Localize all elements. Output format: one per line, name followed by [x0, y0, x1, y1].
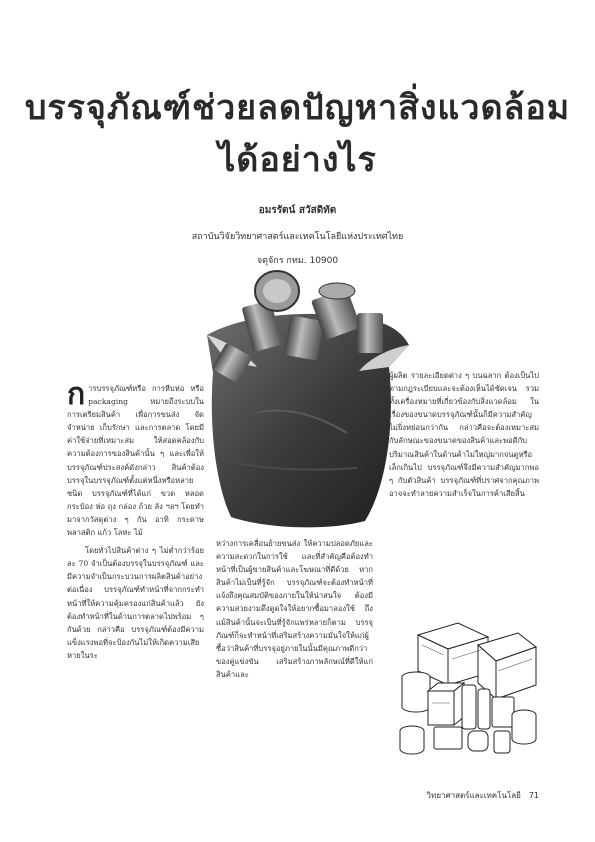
text-column-3 [389, 369, 539, 505]
packaging-illustration [398, 615, 538, 757]
author-institution: สถาบันวิจัยวิทยาศาสตร์และเทคโนโลยีแห่งประเทศไทย [191, 232, 404, 242]
drop-cap: ก [67, 377, 86, 412]
publication-name: วิทยาศาสตร์และเทคโนโลยี [426, 791, 521, 800]
paragraph: โดยทั่วไปสินค้าต่าง ๆ ไม่ต่ำกว่าร้อยละ 70 จำเป็นต้องบรรจุในบรรจุภัณฑ์ และมีความจำเป็นกระบวนการผลิตสินค้าอย่างต่อเนื่อง บรรจุภัณฑ์ทำหน้าที่จากกระทำหน้าที่ให้ความคุ้มครองแก่สินค้าแล้ว ยังต้องทำหน้าที่ในด้านการตลาดไปพร้อม ๆ กันด้วย กล่าวคือ บรรจุภัณฑ์ต้องมีความแข็งแรงพอที่จะป้องกันไม่ให้เกิดความเสียหายในระ [67, 546, 204, 660]
paragraph-text: ารบรรจุภัณฑ์หรือ การหีบห่อ หรือ packaging หมายถึงระบบในการเตรียมสินค้า เพื่อการขนส่ง จัดจำหน่าย เก็บรักษา และการตลาด โดยมีค่าใช้จ่ายที่เหมาะสม ให้สอดคล้องกับความต้องการของสินค้านั้น ๆ และเพื่อให้บรรจุภัณฑ์ประสงค์ดังกล่าว สินค้าต้องบรรจุในบรรจุภัณฑ์ตั้งแต่หนึ่งหรือหลายชนิด บรรจุภัณฑ์ที่ได้แก่ ขวด หลอด กระป๋อง ห่อ ถุง กล่อง ถ้วย ลัง ฯลฯ โดยทำมาจากวัสดุต่าง ๆ กัน อาทิ กระดาษ พลาสติก แก้ว โลหะ ไม้ [67, 384, 204, 538]
page-number: 71 [528, 791, 539, 800]
paragraph: หว่างการเคลื่อนย้ายขนส่ง ให้ความปลอดภัยและความสะดวกในการใช้ และที่สำคัญคือต้องทำหน้าที่เป็นผู้ขายสินค้าและโฆษณาที่ดีด้วย หากสินค้าไม่เป็นที่รู้จัก บรรจุภัณฑ์จะต้องทำหน้าที่แจ้งถึงคุณสมบัติของภายในให้น่าสนใจ ต้องมีความสวยงามดึงดูดใจให้อยากซื้อมาลองใช้ ถึงแม้สินค้านั้นจะเป็นที่รู้จักแพร่หลายก็ตาม บรรจุภัณฑ์ก็จะทำหน้าที่เสริมสร้างความมั่นใจให้แก่ผู้ซื้อว่าสินค้าที่บรรจุอยู่ภายในนั้นมีคุณภาพดีกว่าของคู่แข่งขัน เสริมสร้างภาพลักษณ์ที่ดีให้แก่สินค้าและ [216, 539, 373, 679]
article-title-line-2: ได้อย่างไร [218, 140, 377, 180]
article-title-line-1: บรรจุภัณฑ์ช่วยลดปัญหาสิ่งแวดล้อม [24, 88, 571, 128]
paragraph [67, 377, 204, 539]
author-name: อมรรัตน์ สวัสดิทัต [258, 205, 337, 216]
text-column-2 [216, 537, 373, 686]
author-address: จตุจักร กทม. 10900 [256, 256, 339, 266]
paragraph: ผู้ผลิต รายละเอียดต่าง ๆ บนฉลาก ต้องเป็นไปตามกฎระเบียบและจะต้องเห็นได้ชัดเจน รวมทั้งเครื่องหมายที่เกี่ยวข้องกับสิ่งแวดล้อม ในเรื่องของขนาดบรรจุภัณฑ์นั้นก็มีความสำคัญไม่ยิ่งหย่อนกว่ากัน กล่าวคือจะต้องเหมาะสมกับลักษณะของขนาดของสินค้าและพอดีกับปริมาณสินค้าในด้านค้าไม่ใหญ่มากจนดูหรือเล็กเกินไป บรรจุภัณฑ์จึงมีความสำคัญมากพอ ๆ กับตัวสินค้า บรรจุภัณฑ์ที่ปราศจากคุณภาพอาจจะทำลายความสำเร็จในการค้าเสียสิ้น [389, 371, 539, 498]
trash-bag-photo [187, 263, 413, 528]
page-footer [379, 789, 539, 802]
text-column-1 [67, 377, 204, 667]
